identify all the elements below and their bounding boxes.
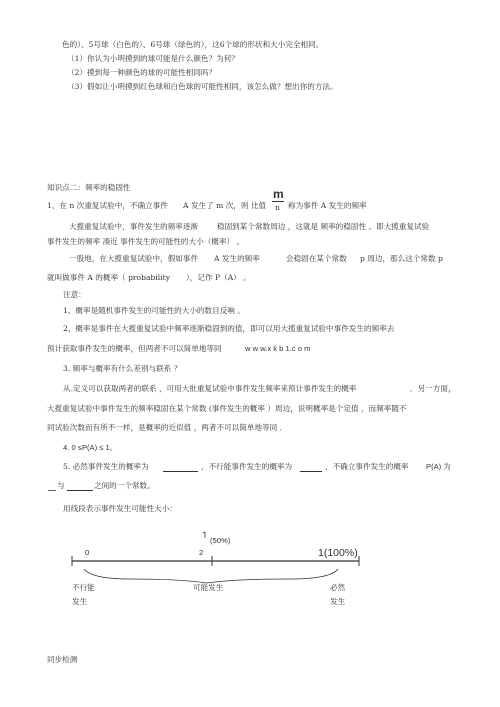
intro-question-3: （3）假如让小明摸到红色球和白色球的可能性相同，该怎么做？想出你的方法。 xyxy=(67,82,338,91)
note-5-d: P(A) 为 xyxy=(426,462,451,471)
p3-line-1-c: 会稳固在某个常数 xyxy=(286,254,347,263)
p2-line-1-b: 稳固到某个常数周边 ，这就是 频率的稳固性 。即大揽重复试验 xyxy=(217,222,430,231)
p3-line-1-a: 一股地，在大揽重复试验中，假如事件 xyxy=(69,254,199,263)
scale-label-one: 1(100%) xyxy=(318,547,358,559)
p3-line-2-b: ），记作 P（A） 。 xyxy=(186,273,251,282)
p2-line-2: 事件发生的频率 凑近 事件发生的可能性的大小（概率） 。 xyxy=(47,237,245,246)
note-3: 3. 频率与概率有什么差别与联系 ？ xyxy=(63,364,182,373)
fraction-denominator: n xyxy=(275,203,280,212)
note-3-para-line-2: 大揽重复试验中事件发生的频率稳固在某个常数 (事件发生的概率 ）周边，说明概率是个定值 ，而频率随不 xyxy=(47,404,407,413)
p2-line-1-a: 大揽重复试验中，事件发生的频率逐渐 xyxy=(69,222,199,231)
p3-line-1-d: p 周边，那么这个常数 p xyxy=(360,254,443,263)
note-5-line-2-a: 与 xyxy=(57,481,65,490)
caption-certain-1: 必然 xyxy=(330,583,346,592)
note-2-line-2-a: 预计获取事件发生的概率，但两者不可以简单地等同 xyxy=(47,344,222,353)
p3-line-2-a: 就叫做事件 A 的概率（ probability xyxy=(47,273,171,282)
intro-question-1: （1）你认为小明摸到的球可能是什么颜色？为何？ xyxy=(67,54,239,63)
footer-heading: 同步检测 xyxy=(47,655,78,664)
p1-part-c: 称为事件 A 发生的频率 xyxy=(288,201,367,210)
possible-range-brace xyxy=(84,569,338,583)
caption-impossible-1: 不行能 xyxy=(72,583,95,592)
note-3-para-line-1-a: 从.定义可以获取两者的联系 ，可用大批重复试验中事件发生频率来预计事件发生的概率 xyxy=(63,384,357,393)
fraction-numerator: m xyxy=(273,187,284,201)
note-5-b: ，不行能事件发生的概率为 xyxy=(201,462,293,471)
caption-impossible-2: 发生 xyxy=(72,597,88,606)
note-5-a: 5. 必然事件发生的概率为 xyxy=(63,462,149,471)
caption-possible: 可能发生 xyxy=(193,583,224,592)
p3-line-1-b: A 发生的频率 xyxy=(214,254,260,263)
note-2-watermark-url: w w w.x k b 1.c o m xyxy=(245,344,311,353)
note-label: 注意： xyxy=(63,290,86,299)
caption-certain-2: 发生 xyxy=(330,597,346,606)
intro-line-1: 色的）、5号球（白色的）、6号球（绿色的），这6个球的形状和大小完全相同。 xyxy=(62,40,324,49)
scale-label-half-num: 2 xyxy=(199,548,204,557)
note-1: 1、概率是随机事件发生的可能性的大小的数目反响 。 xyxy=(63,306,245,315)
note-3-para-line-1-b: ．另一方面， xyxy=(410,384,456,393)
p1-part-b: A 发生了 m 次，则 比值 xyxy=(183,201,267,210)
p1-part-a: 1、在 n 次重复试验中，不确立事件 xyxy=(47,201,168,210)
note-3-para-line-3: 同试验次数而有所不一样，是概率的近似值 ，两者不可以简单地等同 ． xyxy=(47,423,288,432)
scale-label-zero: 0 xyxy=(85,548,90,557)
intro-question-2: （2）摸到每一种颜色的球的可能性相同吗？ xyxy=(67,68,217,77)
note-5-line-2-b: 之间的一个常数。 xyxy=(94,481,155,490)
note-2-line-1: 2、概率是事件在大揽重复试验中频率逐渐稳固到的值，即可以用大揽重复试验中事件发生的频率去 xyxy=(63,324,395,333)
note-5-c: ，不确立事件发生的概率 xyxy=(325,462,409,471)
note-4: 4. 0 ≤P(A) ≤ 1。 xyxy=(63,443,118,452)
section-heading: 知识点二：频率的稳固性 xyxy=(47,183,131,192)
note-6: 用线段表示事件发生可能性大小： xyxy=(63,504,177,513)
scale-label-half-percent: (50%) xyxy=(210,536,231,545)
